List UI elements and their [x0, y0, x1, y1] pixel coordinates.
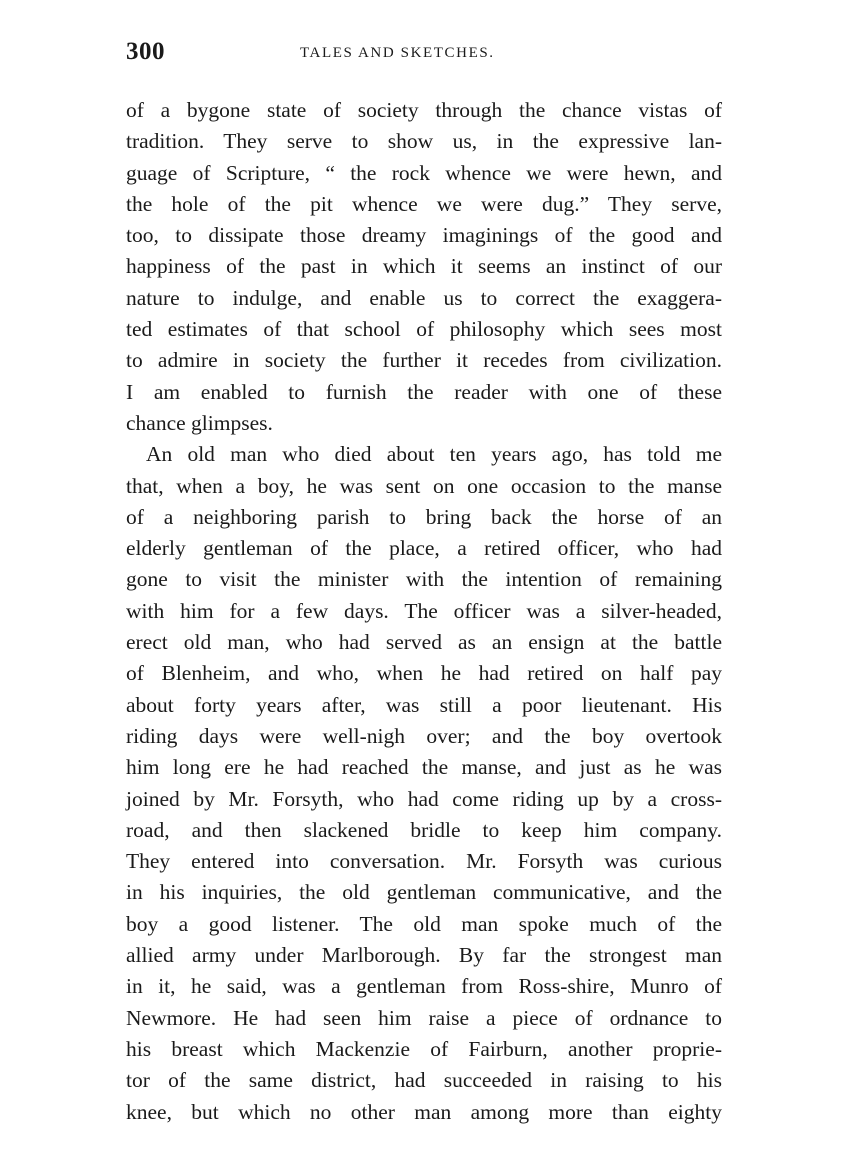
text-line: tradition. They serve to show us, in the expressive lan- — [126, 129, 722, 154]
text-line: his breast which Mackenzie of Fairburn, another proprie- — [126, 1036, 722, 1061]
text-line: to admire in society the further it recedes from civilization. — [126, 348, 722, 373]
text-line: joined by Mr. Forsyth, who had come riding up by a cross- — [126, 786, 722, 811]
text-line: about forty years after, was still a poor lieutenant. His — [126, 692, 722, 717]
text-line: chance glimpses. — [126, 410, 273, 435]
text-line: of a bygone state of society through the chance vistas of — [126, 98, 722, 122]
text-line: erect old man, who had served as an ensign at the battle — [126, 630, 722, 655]
text-line: that, when a boy, he was sent on one occasion to the manse — [126, 473, 722, 498]
text-line: the hole of the pit whence we were dug.” They serve, — [126, 191, 722, 216]
text-line: riding days were well-nigh over; and the boy overtook — [126, 723, 722, 748]
text-line: elderly gentleman of the place, a retired officer, who had — [126, 536, 722, 561]
page-number: 300 — [126, 38, 165, 65]
text-line: in it, he said, was a gentleman from Ross-shire, Munro of — [126, 974, 722, 999]
paragraph-1 — [126, 95, 722, 439]
text-line: with him for a few days. The officer was a silver-headed, — [126, 598, 722, 623]
running-title: TALES AND SKETCHES. — [300, 45, 495, 61]
text-line: of Blenheim, and who, when he had retired on half pay — [126, 661, 722, 686]
running-head — [126, 38, 722, 68]
text-line: guage of Scripture, “ the rock whence we were hewn, and — [126, 160, 722, 185]
text-line: I am enabled to furnish the reader with one of these — [126, 379, 722, 404]
text-line: happiness of the past in which it seems an instinct of our — [126, 254, 722, 279]
text-line: of a neighboring parish to bring back the horse of an — [126, 504, 722, 529]
text-line: boy a good listener. The old man spoke much of the — [126, 911, 722, 936]
text-line: road, and then slackened bridle to keep him company. — [126, 817, 722, 842]
text-line: Newmore. He had seen him raise a piece of ordnance to — [126, 1005, 722, 1030]
body-text — [126, 95, 722, 1128]
text-line: nature to indulge, and enable us to correct the exaggera- — [126, 285, 722, 310]
text-line: ted estimates of that school of philosophy which sees most — [126, 317, 722, 342]
text-line: They entered into conversation. Mr. Forsyth was curious — [126, 849, 722, 874]
text-line: gone to visit the minister with the intention of remaining — [126, 567, 722, 592]
text-line: knee, but which no other man among more than eighty — [126, 1099, 722, 1124]
text-line: him long ere he had reached the manse, and just as he was — [126, 755, 722, 780]
paragraph-2 — [126, 439, 722, 1128]
text-line: tor of the same district, had succeeded in raising to his — [126, 1068, 722, 1093]
text-line: An old man who died about ten years ago, has told me — [146, 442, 722, 467]
text-line: in his inquiries, the old gentleman communicative, and the — [126, 880, 722, 905]
text-line: allied army under Marlborough. By far the strongest man — [126, 943, 722, 968]
text-line: too, to dissipate those dreamy imaginings of the good and — [126, 223, 722, 248]
